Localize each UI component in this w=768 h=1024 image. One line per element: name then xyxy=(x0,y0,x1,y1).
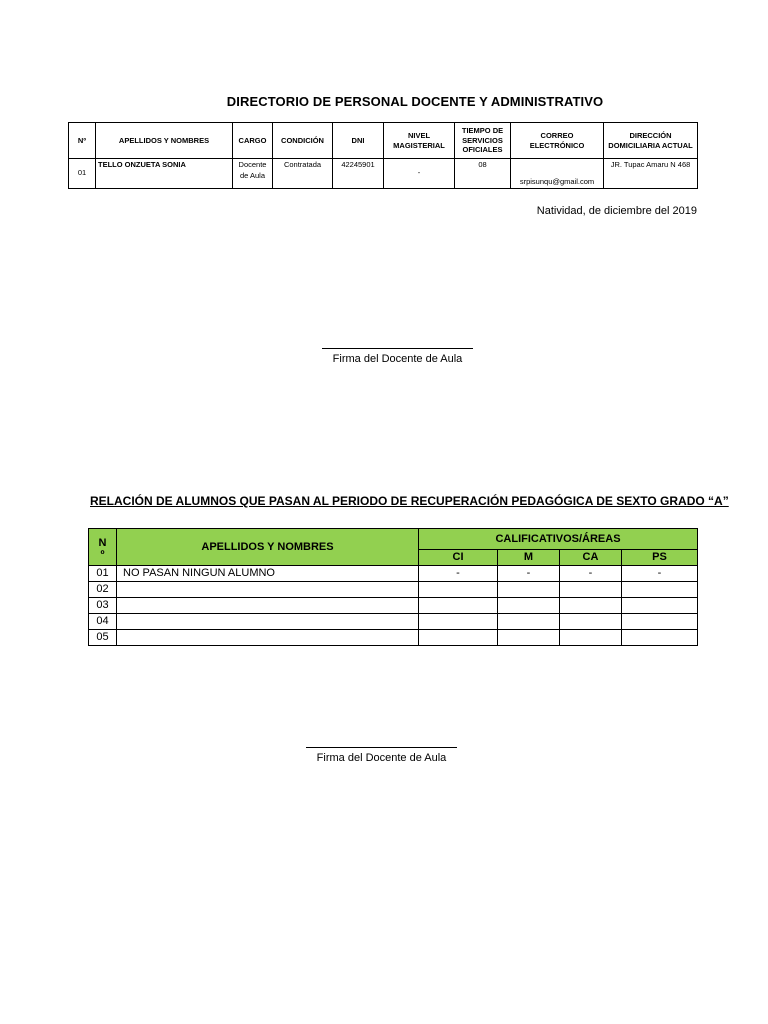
grade-m xyxy=(498,598,560,614)
signature-line xyxy=(306,747,457,748)
students-title: RELACIÓN DE ALUMNOS QUE PASAN AL PERIODO DE RECUPERACIÓN PEDAGÓGICA DE SEXTO GRADO “A” xyxy=(90,494,729,508)
row-dni: 42245901 xyxy=(333,159,384,189)
header-no-bottom: º xyxy=(100,549,105,561)
header-name: APELLIDOS Y NOMBRES xyxy=(117,529,419,566)
signature-line xyxy=(322,348,473,349)
header-cargo: CARGO xyxy=(233,123,273,159)
student-name xyxy=(117,614,419,630)
student-no: 03 xyxy=(89,598,117,614)
grade-m: - xyxy=(498,566,560,582)
row-no: 01 xyxy=(69,159,96,189)
grade-ci xyxy=(419,614,498,630)
directory-title: DIRECTORIO DE PERSONAL DOCENTE Y ADMINISTRATIVO xyxy=(226,94,604,109)
table-row xyxy=(69,159,698,189)
table-row xyxy=(89,614,698,630)
header-condicion: CONDICIÓN xyxy=(273,123,333,159)
row-tiempo: 08 xyxy=(455,159,511,189)
grade-ca: - xyxy=(560,566,622,582)
student-name: NO PASAN NINGUN ALUMNO xyxy=(117,566,419,582)
row-name: TELLO ONZUETA SONIA xyxy=(96,159,233,189)
grade-m xyxy=(498,630,560,646)
table-row xyxy=(89,598,698,614)
header-nivel: NIVEL MAGISTERIAL xyxy=(384,123,455,159)
grade-m xyxy=(498,582,560,598)
area-ci: CI xyxy=(419,550,498,566)
date-line: Natividad, de diciembre del 2019 xyxy=(536,205,697,217)
student-name xyxy=(117,630,419,646)
area-ca: CA xyxy=(560,550,622,566)
grade-ca xyxy=(560,582,622,598)
grade-m xyxy=(498,614,560,630)
area-m: M xyxy=(498,550,560,566)
student-no: 05 xyxy=(89,630,117,646)
row-direccion: JR. Tupac Amaru N 468 xyxy=(604,159,698,189)
header-correo: CORREO ELECTRÓNICO xyxy=(511,123,604,159)
header-group: CALIFICATIVOS/ÁREAS xyxy=(419,529,698,550)
header-name: APELLIDOS Y NOMBRES xyxy=(96,123,233,159)
student-no: 04 xyxy=(89,614,117,630)
student-no: 01 xyxy=(89,566,117,582)
student-no: 02 xyxy=(89,582,117,598)
header-tiempo: TIEMPO DE SERVICIOS OFICIALES xyxy=(455,123,511,159)
signature-label: Firma del Docente de Aula xyxy=(332,353,463,365)
grade-ca xyxy=(560,630,622,646)
header-no-top: N xyxy=(98,537,107,549)
grade-ps: - xyxy=(622,566,698,582)
signature-label: Firma del Docente de Aula xyxy=(316,752,447,764)
grade-ci xyxy=(419,598,498,614)
students-header-row xyxy=(89,529,698,550)
grade-ci: - xyxy=(419,566,498,582)
student-name xyxy=(117,582,419,598)
grade-ps xyxy=(622,614,698,630)
directory-table xyxy=(68,122,698,189)
row-nivel: - xyxy=(384,159,455,189)
header-dni: DNI xyxy=(333,123,384,159)
row-condicion: Contratada xyxy=(273,159,333,189)
table-row xyxy=(89,566,698,582)
row-cargo: Docente de Aula xyxy=(233,159,273,189)
header-no-cell xyxy=(89,529,117,566)
student-name xyxy=(117,598,419,614)
header-direccion: DIRECCIÓN DOMICILIARIA ACTUAL xyxy=(604,123,698,159)
grade-ps xyxy=(622,598,698,614)
directory-header-row xyxy=(69,123,698,159)
table-row xyxy=(89,582,698,598)
grade-ca xyxy=(560,598,622,614)
table-row xyxy=(89,630,698,646)
grade-ci xyxy=(419,630,498,646)
area-ps: PS xyxy=(622,550,698,566)
students-table xyxy=(88,528,698,646)
grade-ps xyxy=(622,630,698,646)
header-no: Nº xyxy=(69,123,96,159)
grade-ps xyxy=(622,582,698,598)
grade-ci xyxy=(419,582,498,598)
grade-ca xyxy=(560,614,622,630)
row-correo: srpisunqu@gmail.com xyxy=(511,159,604,189)
